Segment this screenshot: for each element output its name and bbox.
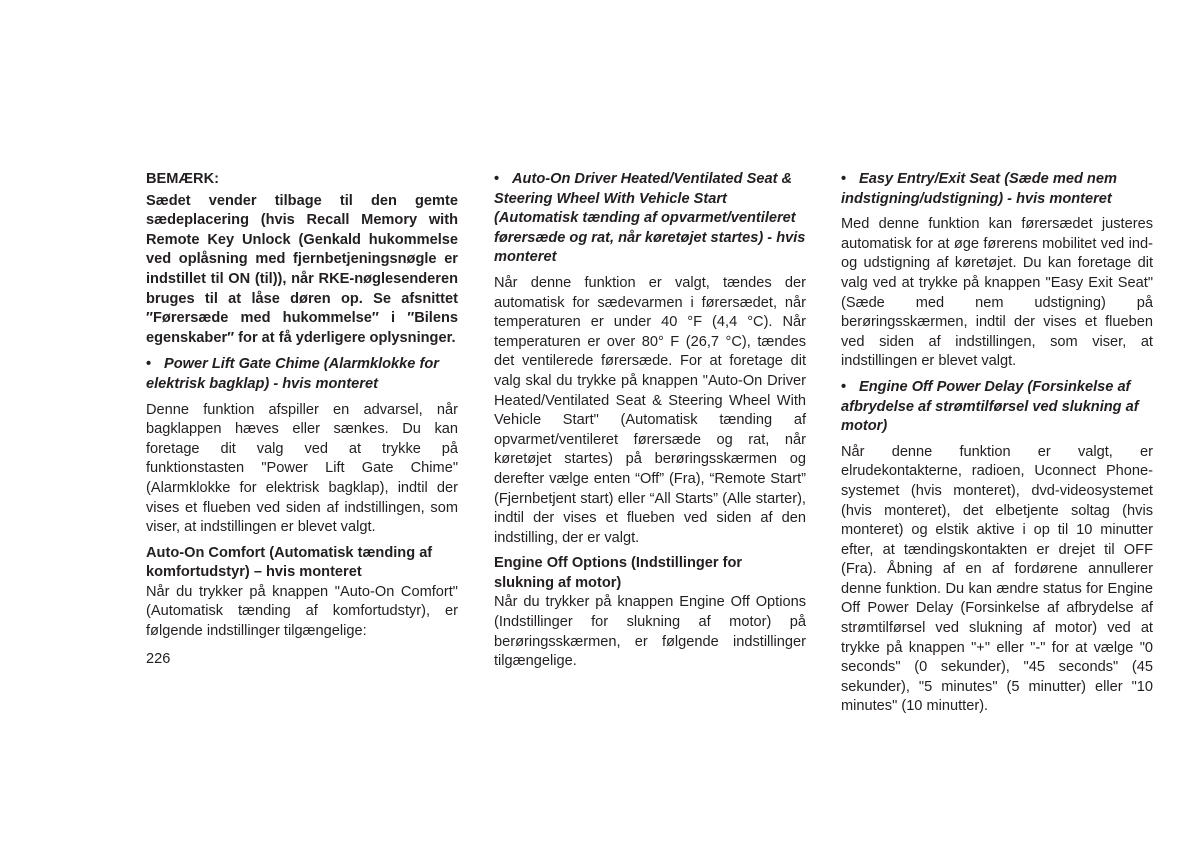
note-body: Sædet vender tilbage til den gemte sædeplacering (hvis Recall Memory with Remote Key Unlock (Genkald hukommelse ved oplåsning med fjernbetjeningsnøgle er indstillet til ON (til)), når RKE-nøglesenderen bruges til at låse døren op. Se afsnittet ″Førersæde med hukommelse″ i ″Bilens egenskaber″ for at få yderligere oplysninger.: [146, 192, 458, 346]
bullet-heading-text: Power Lift Gate Chime (Alarmklokke for elektrisk bagklap) - hvis monteret: [146, 356, 439, 392]
note-heading: BEMÆRK:: [146, 171, 219, 187]
bullet-heading-easy-entry: [841, 170, 1153, 209]
paragraph-power-delay: Når denne funktion er valgt, er elrudekontakterne, radioen, Uconnect Phone-systemet (hvis monteret), dvd-videosystemet (hvis monteret), det elbetjente soltag (hvis monteret) og elstik aktive i op til 10 minutter efter, at tændingskontakten er drejet til OFF (Fra). Åbning af en af fordørene annullerer denne funktion. Du kan ændre status for Engine Off Power Delay (Forsinkelse af afbrydelse af strømtilførsel ved slukning af motor) ved at trykke på knappen "+" eller "-" for at vælge "0 seconds" (0 sekunder), "45 seconds" (45 sekunder), "5 minutes" (5 minutter) eller "10 minutes" (10 minutter).: [841, 443, 1153, 715]
bullet-heading-text: Engine Off Power Delay (Forsinkelse af afbrydelse af strømtilførsel ved slukning af motor): [841, 378, 1139, 435]
heading-auto-on-comfort: Auto-On Comfort (Automatisk tænding af komfortudstyr) – hvis monteret: [146, 544, 433, 581]
paragraph-heated-seat: Når denne funktion er valgt, tændes der automatisk for sædevarmen i førersædet, når temperaturen er under 40 °F (4,4 °C). Når temperaturen er over 80° F (26,7 °C), tændes det ventilerede førersæde. For at foretage dit valg skal du trykke på knappen "Auto-On Driver Heated/Ventilated Seat & Steering Wheel With Vehicle Start" (Automatisk tænding af opvarmet/ventileret førersæde og rat, når køretøjet startes) på berøringsskærmen og derefter vælge enten “Off” (Fra), “Remote Start” (Fjernbetjent start) eller “All Starts” (Alle starter), indtil der vises et flueben ved siden af den indstilling, der er valgt.: [494, 274, 806, 546]
column-2: [494, 170, 806, 678]
bullet-icon: •: [494, 171, 500, 187]
column-1: [146, 170, 458, 648]
bullet-icon: •: [146, 356, 152, 373]
paragraph-easy-entry: Med denne funktion kan førersædet justeres automatisk for at øge førerens mobilitet ved ind- og udstigning af køretøjet. Du kan foretage dit valg ved at trykke på knappen "Easy Exit Seat" (Sæde med nem udstigning) på berøringsskærmen, indtil der vises et flueben ved siden af indstillingen, som viser, at indstillingen er blevet valgt.: [841, 216, 1153, 370]
paragraph-auto-on-comfort: Når du trykker på knappen "Auto-On Comfort" (Automatisk tænding af komfortudstyr), er følgende indstillinger tilgængelige:: [146, 583, 458, 640]
bullet-icon: •: [841, 171, 847, 187]
bullet-heading-text: Auto-On Driver Heated/Ventilated Seat & Steering Wheel With Vehicle Start (Automatisk tænding af opvarmet/ventileret førersæde og rat, når køretøjet startes) - hvis monteret: [494, 171, 806, 266]
bullet-icon: •: [841, 378, 847, 395]
paragraph-engine-off-options: Når du trykker på knappen Engine Off Options (Indstillinger for slukning af motor) på berøringsskærmen, er følgende indstillinger tilgængelige.: [494, 594, 806, 670]
heading-engine-off-options: Engine Off Options (Indstillinger for slukning af motor): [494, 555, 743, 591]
paragraph-lift-gate-chime: Denne funktion afspiller en advarsel, når bagklappen hæves eller sænkes. Du kan foretage dit valg ved at trykke på funktionstasten "Power Lift Gate Chime" (Alarmklokke for elektrisk bagklap), indtil der vises et flueben ved siden af indstillingen, som viser, at indstillingen er blevet valgt.: [146, 401, 458, 536]
bullet-heading-lift-gate-chime: [146, 355, 458, 394]
page-number: 226: [146, 651, 171, 667]
bullet-heading-text: Easy Entry/Exit Seat (Sæde med nem indstigning/udstigning) - hvis monteret: [841, 171, 1117, 207]
bullet-heading-power-delay: [841, 378, 1153, 437]
column-3: [841, 170, 1153, 723]
bullet-heading-heated-seat: [494, 170, 806, 268]
